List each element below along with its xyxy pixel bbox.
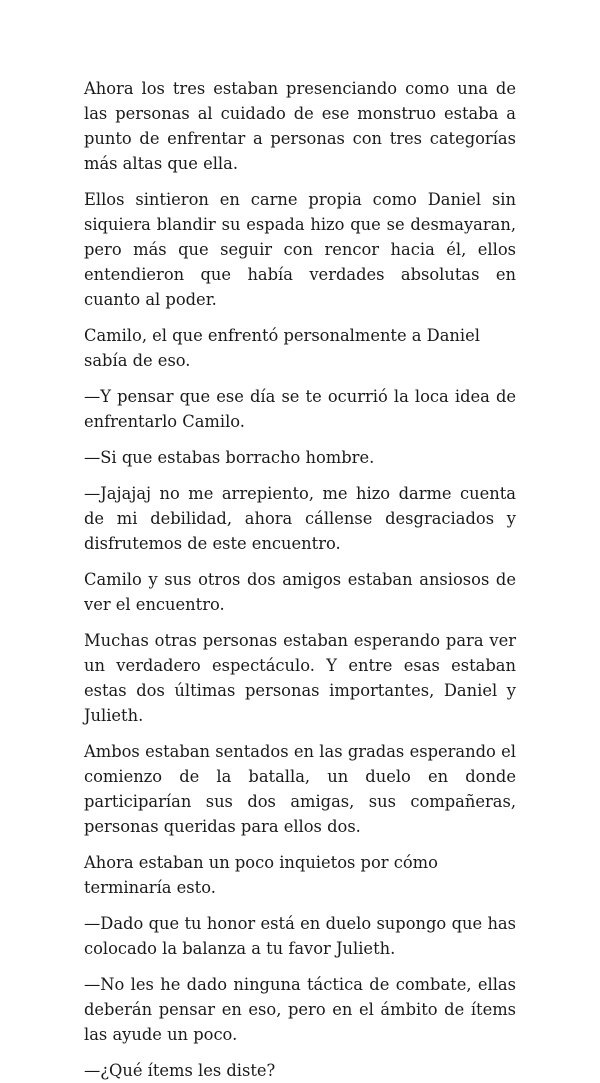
paragraph-1: Ahora los tres estaban presenciando como una de las personas al cuidado de ese monstruo estaba a punto de enfrentar a personas con tres categorías más altas que ella. — [84, 79, 516, 173]
paragraph-11: —Dado que tu honor está en duelo supongo que has colocado la balanza a tu favor Julieth. — [84, 914, 516, 958]
paragraph-4: —Y pensar que ese día se te ocurrió la loca idea de enfrentarlo Camilo. — [84, 387, 516, 431]
paragraph-12: —No les he dado ninguna táctica de combate, ellas deberán pensar en eso, pero en el ámbito de ítems las ayude un poco. — [84, 975, 516, 1044]
paragraph-7: Camilo y sus otros dos amigos estaban ansiosos de ver el encuentro. — [84, 570, 516, 614]
paragraph-6: —Jajajaj no me arrepiento, me hizo darme cuenta de mi debilidad, ahora cállense desgraciados y disfrutemos de este encuentro. — [84, 484, 516, 553]
paragraph-10: Ahora estaban un poco inquietos por cómo terminaría esto. — [84, 853, 438, 897]
paragraph-13: —¿Qué ítems les diste? — [84, 1061, 276, 1080]
paragraph-2: Ellos sintieron en carne propia como Daniel sin siquiera blandir su espada hizo que se desmayaran, pero más que seguir con rencor hacia él, ellos entendieron que había verdades absolutas en cuanto al poder. — [84, 190, 516, 309]
paragraph-3: Camilo, el que enfrentó personalmente a Daniel sabía de eso. — [84, 326, 480, 370]
paragraph-5: —Si que estabas borracho hombre. — [84, 448, 375, 467]
paragraph-8: Muchas otras personas estaban esperando para ver un verdadero espectáculo. Y entre esas estaban estas dos últimas personas importantes, Daniel y Julieth. — [84, 631, 516, 725]
paragraph-9: Ambos estaban sentados en las gradas esperando el comienzo de la batalla, un duelo en donde participarían sus dos amigas, sus compañeras, personas queridas para ellos dos. — [84, 742, 516, 836]
